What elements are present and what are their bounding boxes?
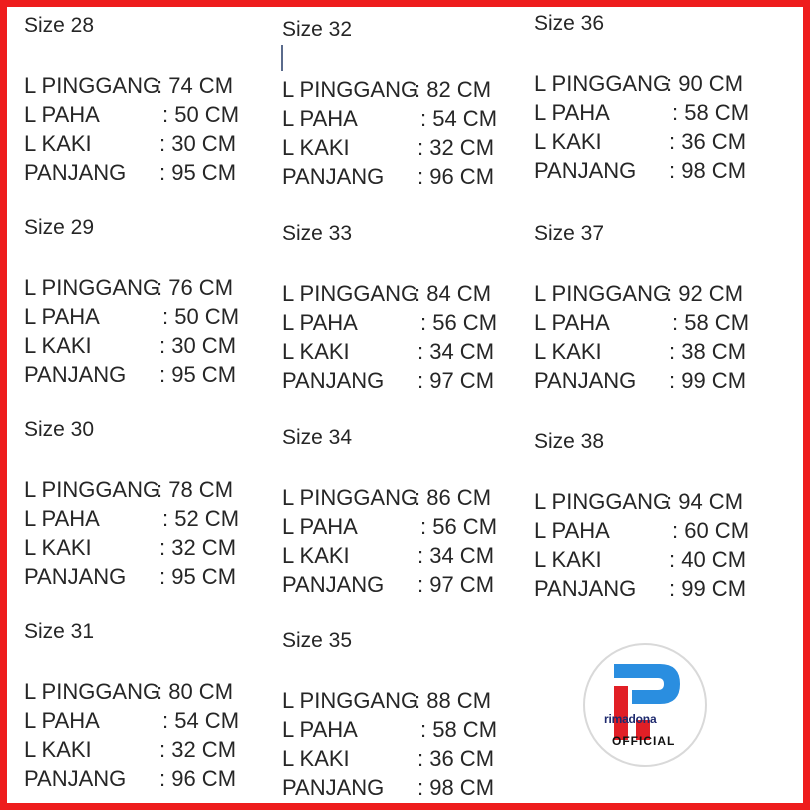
spec-row-waist (24, 71, 274, 100)
spec-row-length (534, 574, 784, 603)
spec-label: L PAHA (282, 310, 358, 335)
spec-row-leg (24, 533, 274, 562)
spec-label: L PINGGANG (534, 489, 671, 514)
spec-label: L PINGGANG (534, 71, 671, 96)
spec-label: L KAKI (24, 535, 92, 560)
spec-row-waist (24, 677, 274, 706)
size-33-block (282, 222, 532, 395)
spec-label: PANJANG (24, 564, 127, 589)
spec-value: : 80 CM (156, 679, 234, 704)
spec-value: : 50 CM (162, 102, 240, 127)
spec-list (282, 686, 532, 802)
spec-value: : 30 CM (159, 131, 237, 156)
size-38-block (534, 430, 784, 603)
spec-label: L KAKI (534, 547, 602, 572)
spec-value: : 78 CM (156, 477, 234, 502)
spec-value: : 95 CM (159, 160, 237, 185)
spec-value: : 99 CM (669, 368, 747, 393)
spec-label: L PINGGANG (282, 485, 419, 510)
spec-label: L PINGGANG (24, 679, 161, 704)
spec-label: PANJANG (534, 158, 637, 183)
spec-list (534, 69, 784, 185)
spec-label: PANJANG (282, 164, 385, 189)
spec-value: : 96 CM (159, 766, 237, 791)
spec-list (24, 273, 274, 389)
spec-row-leg (534, 337, 784, 366)
spec-label: L PAHA (24, 304, 100, 329)
spec-value: : 38 CM (669, 339, 747, 364)
spec-row-length (24, 764, 274, 793)
size-title: Size 37 (534, 222, 605, 245)
size-title: Size 32 (282, 18, 353, 41)
spec-row-waist (282, 686, 532, 715)
spec-value: : 56 CM (420, 310, 498, 335)
spec-row-leg (282, 744, 532, 773)
spec-label: L PAHA (24, 708, 100, 733)
spec-label: L KAKI (282, 135, 350, 160)
spec-value: : 50 CM (162, 304, 240, 329)
spec-value: : 54 CM (420, 106, 498, 131)
p-letter-logo-icon (580, 640, 710, 770)
spec-value: : 97 CM (417, 368, 495, 393)
spec-value: : 90 CM (666, 71, 744, 96)
spec-value: : 76 CM (156, 275, 234, 300)
spec-value: : 52 CM (162, 506, 240, 531)
spec-value: : 96 CM (417, 164, 495, 189)
spec-row-leg (282, 133, 532, 162)
size-title: Size 29 (24, 216, 95, 239)
spec-label: L PINGGANG (282, 77, 419, 102)
spec-label: L PAHA (534, 518, 610, 543)
spec-label: L PAHA (24, 102, 100, 127)
spec-row-thigh (24, 100, 274, 129)
spec-row-thigh (534, 516, 784, 545)
spec-label: PANJANG (534, 576, 637, 601)
spec-label: L KAKI (534, 129, 602, 154)
spec-label: L KAKI (282, 339, 350, 364)
spec-value: : 36 CM (417, 746, 495, 771)
brand-tagline: OFFICIAL (612, 734, 676, 748)
spec-row-thigh (24, 302, 274, 331)
spec-label: PANJANG (534, 368, 637, 393)
spec-value: : 95 CM (159, 564, 237, 589)
spec-row-thigh (282, 104, 532, 133)
spec-row-thigh (282, 512, 532, 541)
brand-logo (580, 640, 710, 770)
spec-list (282, 75, 532, 191)
spec-row-waist (24, 475, 274, 504)
spec-row-length (282, 570, 532, 599)
spec-value: : 82 CM (414, 77, 492, 102)
spec-list (534, 487, 784, 603)
spec-row-length (24, 360, 274, 389)
spec-value: : 36 CM (669, 129, 747, 154)
spec-label: L PINGGANG (534, 281, 671, 306)
spec-value: : 58 CM (672, 310, 750, 335)
spec-list (282, 483, 532, 599)
spec-row-length (534, 156, 784, 185)
spec-row-waist (24, 273, 274, 302)
spec-value: : 32 CM (417, 135, 495, 160)
spec-value: : 40 CM (669, 547, 747, 572)
spec-value: : 54 CM (162, 708, 240, 733)
spec-value: : 98 CM (417, 775, 495, 800)
spec-list (24, 475, 274, 591)
spec-value: : 60 CM (672, 518, 750, 543)
spec-row-thigh (282, 308, 532, 337)
size-34-block (282, 426, 532, 599)
spec-label: PANJANG (282, 775, 385, 800)
spec-row-leg (24, 735, 274, 764)
spec-value: : 92 CM (666, 281, 744, 306)
spec-row-leg (24, 331, 274, 360)
spec-label: L KAKI (282, 746, 350, 771)
spec-value: : 56 CM (420, 514, 498, 539)
spec-label: L PAHA (282, 514, 358, 539)
size-36-block (534, 12, 784, 185)
spec-value: : 98 CM (669, 158, 747, 183)
spec-row-waist (534, 69, 784, 98)
spec-value: : 84 CM (414, 281, 492, 306)
spec-label: L PAHA (534, 100, 610, 125)
spec-label: L PINGGANG (24, 477, 161, 502)
spec-label: L KAKI (24, 131, 92, 156)
spec-row-length (282, 366, 532, 395)
spec-label: L PINGGANG (282, 688, 419, 713)
size-title: Size 28 (24, 14, 95, 37)
size-30-block (24, 418, 274, 591)
spec-row-length (282, 162, 532, 191)
spec-row-waist (282, 75, 532, 104)
spec-value: : 95 CM (159, 362, 237, 387)
size-title: Size 31 (24, 620, 95, 643)
spec-row-thigh (282, 715, 532, 744)
spec-row-thigh (534, 308, 784, 337)
spec-value: : 34 CM (417, 339, 495, 364)
spec-label: PANJANG (24, 160, 127, 185)
spec-row-thigh (534, 98, 784, 127)
spec-value: : 58 CM (420, 717, 498, 742)
size-title: Size 34 (282, 426, 353, 449)
spec-label: PANJANG (24, 766, 127, 791)
spec-row-length (24, 158, 274, 187)
size-37-block (534, 222, 784, 395)
spec-label: L PINGGANG (282, 281, 419, 306)
spec-label: L KAKI (282, 543, 350, 568)
spec-row-thigh (24, 504, 274, 533)
spec-row-leg (534, 127, 784, 156)
spec-label: PANJANG (282, 368, 385, 393)
spec-label: L KAKI (534, 339, 602, 364)
spec-label: L PINGGANG (24, 275, 161, 300)
spec-value: : 74 CM (156, 73, 234, 98)
size-31-block (24, 620, 274, 793)
spec-list (282, 279, 532, 395)
spec-row-waist (282, 483, 532, 512)
brand-name: rimadona (604, 712, 657, 726)
spec-value: : 86 CM (414, 485, 492, 510)
spec-row-length (282, 773, 532, 802)
size-title: Size 38 (534, 430, 605, 453)
size-title: Size 33 (282, 222, 353, 245)
size-35-block (282, 629, 532, 802)
spec-list (24, 677, 274, 793)
spec-value: : 30 CM (159, 333, 237, 358)
spec-value: : 94 CM (666, 489, 744, 514)
spec-row-thigh (24, 706, 274, 735)
spec-value: : 32 CM (159, 535, 237, 560)
spec-row-waist (282, 279, 532, 308)
spec-row-length (24, 562, 274, 591)
spec-label: L KAKI (24, 737, 92, 762)
spec-value: : 99 CM (669, 576, 747, 601)
spec-list (534, 279, 784, 395)
spec-row-length (534, 366, 784, 395)
spec-row-leg (282, 337, 532, 366)
spec-row-waist (534, 279, 784, 308)
spec-value: : 32 CM (159, 737, 237, 762)
spec-label: L PAHA (282, 717, 358, 742)
spec-row-leg (24, 129, 274, 158)
size-28-block (24, 14, 274, 187)
spec-value: : 58 CM (672, 100, 750, 125)
spec-value: : 97 CM (417, 572, 495, 597)
size-title: Size 30 (24, 418, 95, 441)
spec-label: L KAKI (24, 333, 92, 358)
spec-label: L PAHA (282, 106, 358, 131)
spec-row-leg (534, 545, 784, 574)
spec-label: PANJANG (282, 572, 385, 597)
size-title: Size 36 (534, 12, 605, 35)
size-32-block (282, 18, 532, 191)
size-29-block (24, 216, 274, 389)
spec-value: : 34 CM (417, 543, 495, 568)
spec-label: L PAHA (534, 310, 610, 335)
spec-row-waist (534, 487, 784, 516)
spec-row-leg (282, 541, 532, 570)
spec-label: PANJANG (24, 362, 127, 387)
spec-label: L PAHA (24, 506, 100, 531)
spec-label: L PINGGANG (24, 73, 161, 98)
spec-list (24, 71, 274, 187)
spec-value: : 88 CM (414, 688, 492, 713)
size-title: Size 35 (282, 629, 353, 652)
